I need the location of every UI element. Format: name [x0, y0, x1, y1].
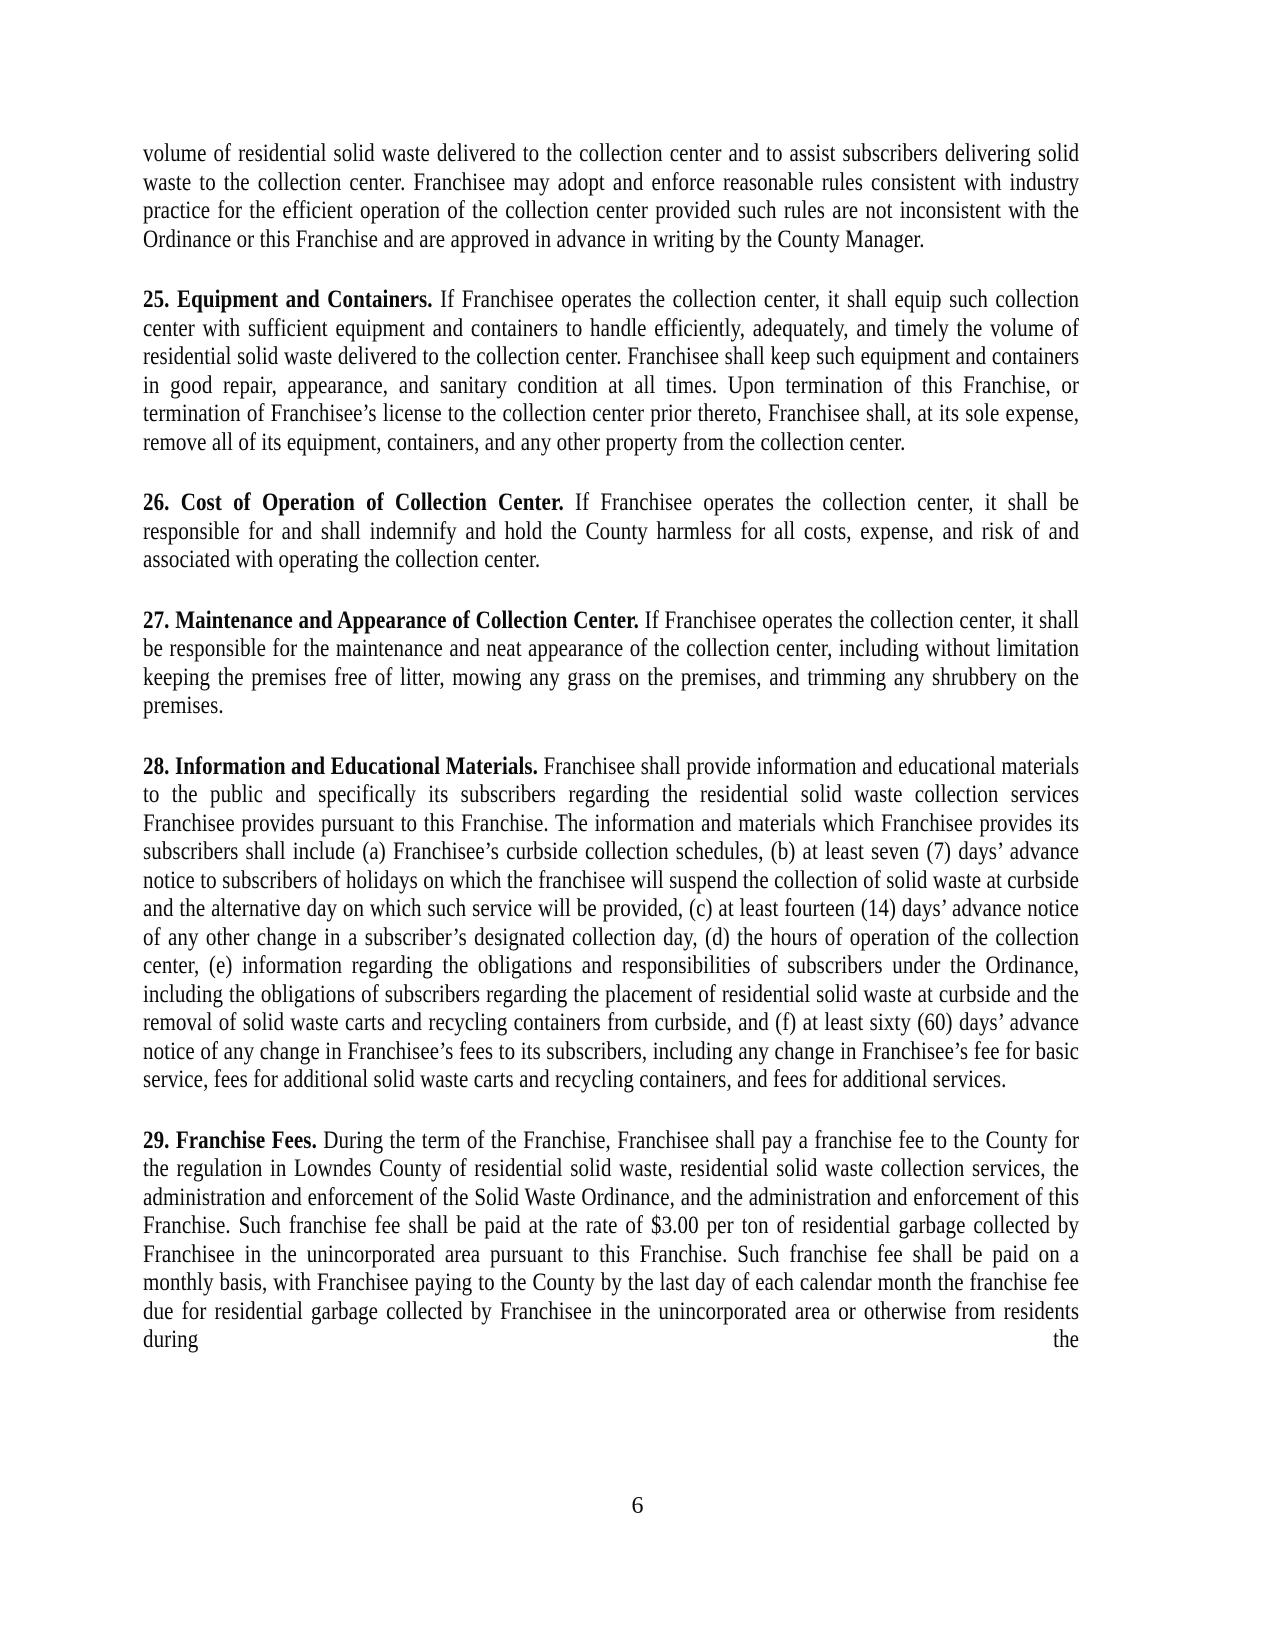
- paragraph-text: If Franchisee operates the collection center, it shall equip such collection center with sufficient equipment and containers to handle efficiently, adequately, and timely the volume of residential solid waste delivered to the collection center. Franchisee shall keep such equipment and containers in good repair, appearance, and sanitary condition at all times. Upon termination of this Franchise, or termination of Franchisee’s license to the collection center prior thereto, Franchisee shall, at its sole expense, remove all of its equipment, containers, and any other property from the collection center.: [143, 286, 1080, 456]
- section-heading: 25. Equipment and Containers.: [143, 286, 433, 313]
- paragraph-text: If Franchisee operates the collection center, it shall be responsible for the maintenance and neat appearance of the collection center, including without limitation keeping the premises free of litter, mowing any grass on the premises, and trimming any shrubbery on the premises.: [143, 606, 1080, 719]
- section-heading: 28. Information and Educational Materials.: [143, 752, 539, 780]
- page-number: 6: [631, 1493, 644, 1519]
- section-heading: 29. Franchise Fees.: [143, 1126, 317, 1154]
- paragraph-text: If Franchisee operates the collection center, it shall be responsible for and shall indemnify and hold the County harmless for all costs, expense, and risk of and associated with operating the collection center.: [143, 489, 1080, 573]
- paragraph-section-26: [143, 489, 1079, 575]
- section-heading: 26. Cost of Operation of Collection Center.: [143, 489, 564, 516]
- paragraph-text: Franchisee shall provide information and educational materials to the public and specifically its subscribers regarding the residential solid waste collection services Franchisee provides pursuant to this Franchise. The information and materials which Franchisee provides its subscribers shall include (a) Franchisee’s curbside collection schedules, (b) at least seven (7) days’ advance notice to subscribers of holidays on which the franchisee will suspend the collection of solid waste at curbside and the alternative day on which such service will be provided, (c) at least fourteen (14) days’ advance notice of any other change in a subscriber’s designated collection day, (d) the hours of operation of the collection center, (e) information regarding the obligations and responsibilities of subscribers under the Ordinance, including the obligations of subscribers regarding the placement of residential solid waste at curbside and the removal of solid waste carts and recycling containers from curbside, and (f) at least sixty (60) days’ advance notice of any change in Franchisee’s fees to its subscribers, including any change in Franchisee’s fee for basic service, fees for additional solid waste carts and recycling containers, and fees for additional services.: [143, 752, 1080, 1093]
- document-body: [143, 140, 1079, 1387]
- paragraph-section-28: [143, 753, 1079, 1095]
- paragraph-section-29: [143, 1127, 1079, 1355]
- section-heading: 27. Maintenance and Appearance of Collection Center.: [143, 606, 639, 634]
- paragraph-section-27: [143, 607, 1079, 721]
- paragraph-section-25: [143, 286, 1079, 457]
- paragraph-text: During the term of the Franchise, Franchisee shall pay a franchise fee to the County for the regulation in Lowndes County of residential solid waste, residential solid waste collection services, the administration and enforcement of the Solid Waste Ordinance, and the administration and enforcement of this Franchise. Such franchise fee shall be paid at the rate of $3.00 per ton of residential garbage collected by Franchisee in the unincorporated area pursuant to this Franchise. Such franchise fee shall be paid on a monthly basis, with Franchisee paying to the County by the last day of each calendar month the franchise fee due for residential garbage collected by Franchisee in the unincorporated area or otherwise from residents during the: [143, 1126, 1080, 1353]
- paragraph-text: volume of residential solid waste delivered to the collection center and to assist subscribers delivering solid waste to the collection center. Franchisee may adopt and enforce reasonable rules consistent with industry practice for the efficient operation of the collection center provided such rules are not inconsistent with the Ordinance or this Franchise and are approved in advance in writing by the County Manager.: [143, 140, 1080, 253]
- paragraph-continuation: [143, 140, 1079, 254]
